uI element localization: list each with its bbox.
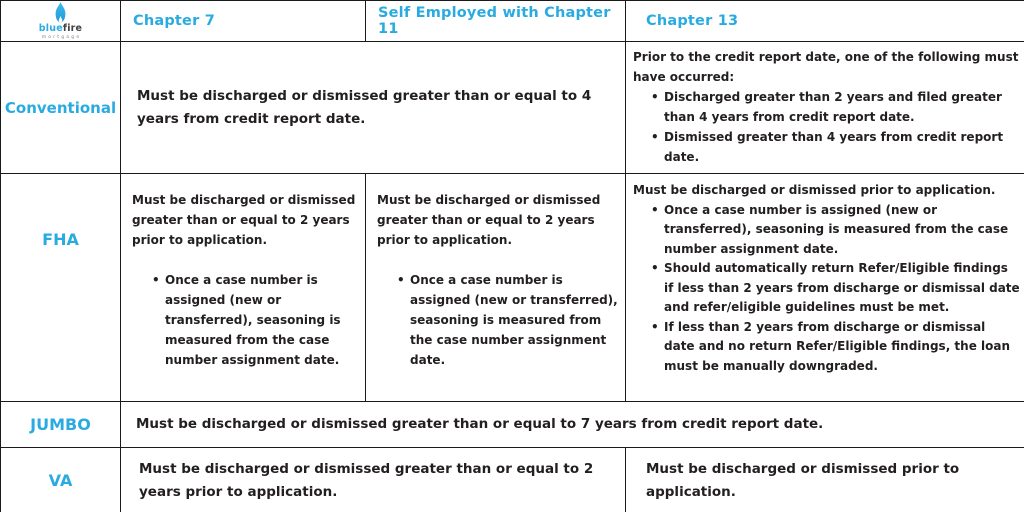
row-label-fha: FHA bbox=[1, 174, 121, 402]
jumbo-row bbox=[1, 402, 1024, 448]
list-item: • Once a case number is assigned (new or transferred), seasoning is measured from the case number assignment date. bbox=[397, 270, 621, 370]
list-item: • Discharged greater than 2 years and filed greater than 4 years from credit report date. bbox=[651, 87, 1020, 127]
fha-ch13-intro: Must be discharged or dismissed prior to application. bbox=[633, 183, 996, 197]
list-item: • Once a case number is assigned (new or transferred), seasoning is measured from the case number assignment date. bbox=[651, 201, 1020, 260]
conventional-ch13-intro: Prior to the credit report date, one of the following must have occurred: bbox=[633, 50, 1019, 84]
logo-tagline: mortgage bbox=[41, 35, 82, 40]
column-header-chapter7: Chapter 7 bbox=[121, 1, 366, 42]
list-item: • Dismissed greater than 4 years from credit report date. bbox=[651, 127, 1020, 167]
column-header-chapter13: Chapter 13 bbox=[626, 1, 1024, 42]
conventional-ch13-cell bbox=[626, 42, 1024, 174]
va-ch7-ch11-cell: Must be discharged or dismissed greater than or equal to 2 years prior to application. bbox=[121, 448, 626, 512]
fha-ch13-list bbox=[633, 201, 1020, 377]
conventional-row bbox=[1, 42, 1024, 174]
fha-ch7-intro: Must be discharged or dismissed greater than or equal to 2 years prior to application. bbox=[132, 193, 356, 247]
fha-ch11-intro: Must be discharged or dismissed greater than or equal to 2 years prior to application. bbox=[377, 193, 601, 247]
conventional-ch13-list bbox=[633, 87, 1020, 167]
fha-ch7-list bbox=[132, 270, 361, 370]
conventional-ch7-ch11-cell: Must be discharged or dismissed greater than or equal to 4 years from credit report date. bbox=[121, 42, 626, 174]
flame-icon bbox=[52, 2, 69, 23]
logo-wordmark bbox=[39, 24, 82, 34]
jumbo-all-columns-cell: Must be discharged or dismissed greater than or equal to 7 years from credit report date. bbox=[121, 402, 1024, 448]
fha-row bbox=[1, 174, 1024, 402]
list-item: • If less than 2 years from discharge or dismissal date and no return Refer/Eligible findings, the loan must be manually downgraded. bbox=[651, 318, 1020, 377]
row-label-jumbo: JUMBO bbox=[1, 402, 121, 448]
logo-cell bbox=[1, 1, 121, 42]
va-ch13-cell: Must be discharged or dismissed prior to application. bbox=[626, 448, 1024, 512]
logo-word-fire: fire bbox=[62, 23, 83, 34]
bluefire-logo bbox=[2, 2, 119, 40]
va-row bbox=[1, 448, 1024, 512]
fha-ch13-cell bbox=[626, 174, 1024, 402]
fha-ch7-cell bbox=[121, 174, 366, 402]
list-item: • Once a case number is assigned (new or transferred), seasoning is measured from the case number assignment date. bbox=[152, 270, 361, 370]
row-label-va: VA bbox=[1, 448, 121, 512]
fha-ch11-list bbox=[377, 270, 621, 370]
logo-word-blue: blue bbox=[38, 23, 63, 34]
list-item: • Should automatically return Refer/Eligible findings if less than 2 years from discharge or dismissal date and refer/eligible guidelines must be met. bbox=[651, 259, 1020, 318]
header-row bbox=[1, 1, 1024, 42]
fha-ch11-cell bbox=[366, 174, 626, 402]
column-header-chapter11: Self Employed with Chapter 11 bbox=[366, 1, 626, 42]
row-label-conventional: Conventional bbox=[1, 42, 121, 174]
